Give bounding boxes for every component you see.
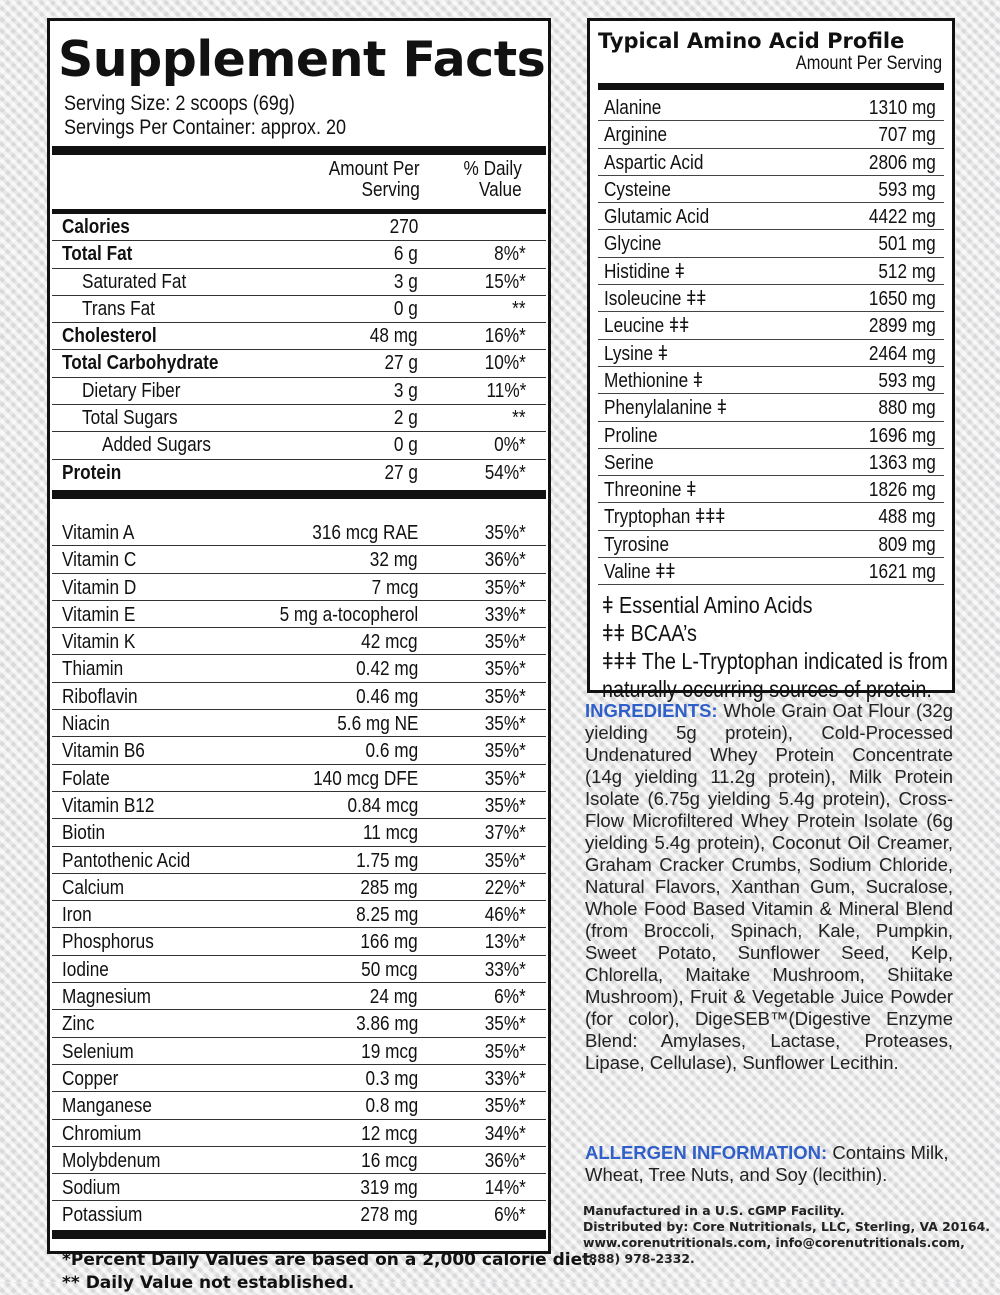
amount-header-line1: Amount Per	[329, 158, 420, 180]
nutrient-amount: 319 mg	[360, 1177, 418, 1200]
amino-row	[598, 531, 944, 558]
dv-header-line2: Value	[479, 179, 522, 201]
macro-row	[52, 295, 546, 322]
macro-row	[52, 404, 546, 431]
nutrient-name: Chromium	[62, 1122, 142, 1145]
nutrient-name: Niacin	[62, 713, 110, 736]
manufacturer-line: www.corenutritionals.com, info@corenutritionals.com,	[583, 1235, 965, 1250]
amino-name: Histidine ǂ	[604, 260, 685, 283]
nutrient-name: Molybdenum	[62, 1149, 161, 1172]
nutrient-daily-value: 36%*	[484, 1149, 526, 1172]
nutrient-amount: 16 mcg	[361, 1149, 418, 1172]
nutrient-amount: 3 g	[394, 270, 418, 293]
nutrient-amount: 6 g	[394, 243, 418, 266]
nutrient-daily-value: 35%*	[484, 713, 526, 736]
divider-thick	[52, 1230, 546, 1239]
allergen-label: ALLERGEN INFORMATION:	[585, 1142, 828, 1163]
macro-row	[52, 240, 546, 267]
nutrient-name: Added Sugars	[102, 434, 212, 457]
vitamin-row	[52, 1146, 546, 1173]
nutrient-daily-value: 13%*	[484, 931, 526, 954]
nutrient-amount: 0 g	[394, 434, 418, 457]
nutrient-name: Potassium	[62, 1204, 143, 1227]
nutrient-name: Manganese	[62, 1095, 152, 1118]
nutrient-daily-value: 0%*	[494, 434, 526, 457]
amino-row	[598, 121, 944, 148]
nutrient-daily-value: 35%*	[484, 1013, 526, 1036]
nutrient-amount: 48 mg	[370, 325, 418, 348]
nutrient-name: Magnesium	[62, 986, 151, 1009]
nutrient-amount: 2 g	[394, 407, 418, 430]
vitamin-row	[52, 654, 546, 681]
amino-row	[598, 503, 944, 530]
nutrient-amount: 42 mcg	[361, 631, 418, 654]
nutrient-name: Vitamin D	[62, 576, 137, 599]
nutrient-daily-value: 33%*	[484, 603, 526, 626]
vitamin-row	[52, 900, 546, 927]
amino-name: Serine	[604, 451, 654, 474]
nutrient-daily-value: 34%*	[484, 1122, 526, 1145]
nutrient-amount: 19 mcg	[361, 1040, 418, 1063]
amino-name: Cysteine	[604, 178, 671, 201]
amino-value: 809 mg	[878, 533, 936, 556]
nutrient-amount: 27 g	[384, 352, 418, 375]
nutrient-daily-value: 35%*	[484, 521, 526, 544]
nutrient-daily-value: 16%*	[484, 325, 526, 348]
manufacturer-line: Distributed by: Core Nutritionals, LLC, Sterling, VA 20164.	[583, 1219, 990, 1234]
amino-value: 512 mg	[878, 260, 936, 283]
amino-row	[598, 476, 944, 503]
nutrient-daily-value: 11%*	[486, 379, 526, 402]
amount-header-line2: Serving	[361, 179, 420, 201]
nutrient-name: Thiamin	[62, 658, 124, 681]
ingredients-text: Whole Grain Oat Flour (32g yielding 5g protein), Cold-Processed Undenatured Whey Protein Concentrate (14g yielding 11.2g protein), Milk Protein Isolate (6.75g yielding 5.4g protein), Cross-Flow Microfiltered Whey Protein Isolate (6g yielding 5.4g protein), Coconut Oil Creamer, Graham Cracker Crumbs, Sodium Chloride, Natural Flavors, Xanthan Gum, Sucralose, Whole Food Based Vitamin & Mineral Blend (from Broccoli, Spinach, Kale, Pumpkin, Sweet Potato, Sunflower Seed, Kelp, Chlorella, Maitake Mushroom, Shiitake Mushroom), Fruit & Vegetable Juice Powder (for color), DigeSEB™(Digestive Enzyme Blend: Amylases, Lactase, Proteases, Lipase, Cellulase), Sunflower Lecithin.	[585, 700, 953, 1073]
vitamin-row	[52, 519, 546, 545]
amino-name: Valine ǂǂ	[604, 561, 676, 584]
nutrient-name: Biotin	[62, 822, 106, 845]
amino-name: Threonine ǂ	[604, 479, 697, 502]
nutrient-name: Cholesterol	[62, 325, 157, 348]
vitamin-row	[52, 736, 546, 763]
nutrient-name: Phosphorus	[62, 931, 154, 954]
amino-title: Typical Amino Acid Profile	[598, 29, 905, 53]
amino-name: Tryptophan ǂǂǂ	[604, 506, 726, 529]
vitamin-row	[52, 1091, 546, 1118]
amino-acid-panel	[587, 18, 955, 703]
nutrient-amount: 5 mg a-tocopherol	[279, 603, 418, 626]
amino-value: 1621 mg	[869, 561, 936, 584]
vitamin-row	[52, 846, 546, 873]
amino-value: 501 mg	[878, 233, 936, 256]
nutrient-name: Calories	[62, 216, 130, 238]
vitamin-row	[52, 1173, 546, 1200]
amino-value: 593 mg	[878, 369, 936, 392]
nutrient-name: Trans Fat	[82, 297, 155, 320]
footnote-not-established: ** Daily Value not established.	[62, 1272, 355, 1293]
vitamin-row	[52, 682, 546, 709]
nutrient-name: Vitamin B6	[62, 740, 145, 763]
servings-per-container: Servings Per Container: approx. 20	[64, 116, 347, 139]
amino-legend-line: ǂ Essential Amino Acids	[602, 592, 813, 619]
supplement-facts-title: Supplement Facts	[58, 31, 546, 88]
amino-row	[598, 258, 944, 285]
vitamin-row	[52, 982, 546, 1009]
vitamin-row	[52, 1064, 546, 1091]
manufacturer-line: Manufactured in a U.S. cGMP Facility.	[583, 1203, 845, 1218]
nutrient-amount: 278 mg	[360, 1204, 418, 1227]
nutrient-amount: 5.6 mg NE	[336, 713, 418, 736]
amino-row	[598, 449, 944, 476]
nutrient-daily-value: 35%*	[484, 576, 526, 599]
nutrient-name: Pantothenic Acid	[62, 849, 191, 872]
nutrient-name: Sodium	[62, 1177, 121, 1200]
amino-value: 880 mg	[878, 397, 936, 420]
amino-name: Leucine ǂǂ	[604, 315, 690, 338]
nutrient-daily-value: 37%*	[484, 822, 526, 845]
nutrient-amount: 1.75 mg	[355, 849, 418, 872]
macro-table	[52, 214, 546, 486]
nutrient-daily-value: **	[512, 297, 526, 320]
vitamin-row	[52, 1009, 546, 1036]
nutrient-daily-value: 35%*	[484, 631, 526, 654]
amino-value: 2806 mg	[869, 151, 936, 174]
amino-row	[598, 422, 944, 449]
amino-value: 1363 mg	[869, 451, 936, 474]
amino-row	[598, 203, 944, 230]
amino-legend-line: ǂǂ BCAA’s	[602, 620, 697, 647]
nutrient-name: Vitamin C	[62, 549, 137, 572]
allergen-text: Contains Milk, Wheat, Tree Nuts, and Soy (lecithin).	[585, 1142, 949, 1185]
macro-row	[52, 377, 546, 404]
amino-row	[598, 558, 944, 585]
nutrient-daily-value: 54%*	[484, 461, 526, 484]
serving-size: Serving Size: 2 scoops (69g)	[64, 92, 295, 115]
amino-value: 1310 mg	[869, 97, 936, 119]
amino-legend-line: ǂǂǂ The L-Tryptophan indicated is from	[602, 648, 948, 675]
nutrient-daily-value: 10%*	[484, 352, 526, 375]
nutrient-amount: 0.3 mg	[365, 1067, 418, 1090]
nutrient-name: Vitamin E	[62, 603, 136, 626]
nutrient-daily-value: 15%*	[484, 270, 526, 293]
nutrient-amount: 32 mg	[370, 549, 418, 572]
divider-thick	[52, 490, 546, 499]
vitamin-row	[52, 955, 546, 982]
nutrient-name: Iron	[62, 904, 92, 927]
nutrient-amount: 0.8 mg	[365, 1095, 418, 1118]
manufacturer-info	[583, 1203, 990, 1267]
nutrient-name: Calcium	[62, 876, 125, 899]
vitamin-row	[52, 873, 546, 900]
nutrient-amount: 50 mcg	[361, 958, 418, 981]
amino-name: Methionine ǂ	[604, 369, 703, 392]
amino-row	[598, 367, 944, 394]
vitamin-row	[52, 545, 546, 572]
manufacturer-line: (888) 978-2332.	[583, 1251, 695, 1266]
amino-name: Phenylalanine ǂ	[604, 397, 727, 420]
amino-value: 488 mg	[878, 506, 936, 529]
nutrient-daily-value: 35%*	[484, 794, 526, 817]
nutrient-daily-value: 6%*	[494, 1204, 526, 1227]
nutrient-amount: 3 g	[394, 379, 418, 402]
amino-subtitle: Amount Per Serving	[795, 53, 942, 74]
amino-table	[598, 94, 944, 585]
supplement-facts-panel	[47, 18, 597, 1293]
nutrient-daily-value: 35%*	[484, 849, 526, 872]
amino-name: Glutamic Acid	[604, 206, 710, 229]
amino-value: 1826 mg	[869, 479, 936, 502]
amino-row	[598, 230, 944, 257]
vitamin-row	[52, 1119, 546, 1146]
nutrient-daily-value: 46%*	[484, 904, 526, 927]
vitamin-row	[52, 709, 546, 736]
nutrient-name: Saturated Fat	[82, 270, 187, 293]
nutrient-amount: 8.25 mg	[355, 904, 418, 927]
amino-name: Alanine	[604, 97, 662, 119]
nutrient-amount: 11 mcg	[362, 822, 418, 845]
nutrient-daily-value: 35%*	[484, 658, 526, 681]
amino-value: 4422 mg	[869, 206, 936, 229]
ingredients-label: INGREDIENTS:	[585, 700, 718, 721]
amino-value: 707 mg	[878, 124, 936, 147]
nutrient-amount: 140 mcg DFE	[312, 767, 418, 790]
amino-row	[598, 340, 944, 367]
nutrient-amount: 0.46 mg	[355, 685, 418, 708]
amino-value: 1650 mg	[869, 288, 936, 311]
nutrient-name: Vitamin B12	[62, 794, 155, 817]
macro-row	[52, 214, 546, 240]
vitamin-row	[52, 573, 546, 600]
amino-name: Tyrosine	[604, 533, 670, 556]
nutrient-daily-value: 33%*	[484, 958, 526, 981]
vitamin-row	[52, 764, 546, 791]
macro-row	[52, 459, 546, 486]
allergen-block	[585, 1142, 957, 1186]
macro-row	[52, 349, 546, 376]
footnote-daily-values: *Percent Daily Values are based on a 2,000 calorie diet.	[62, 1249, 597, 1270]
nutrient-name: Zinc	[62, 1013, 95, 1036]
amino-row	[598, 149, 944, 176]
ingredients-block	[585, 700, 953, 1074]
nutrient-amount: 24 mg	[370, 986, 418, 1009]
nutrient-amount: 0.6 mg	[365, 740, 418, 763]
nutrient-name: Dietary Fiber	[82, 379, 181, 402]
nutrient-amount: 0.84 mcg	[347, 794, 418, 817]
amino-row	[598, 285, 944, 312]
vitamin-row	[52, 791, 546, 818]
nutrient-amount: 285 mg	[360, 876, 418, 899]
column-header	[52, 155, 546, 207]
nutrient-daily-value: **	[512, 407, 526, 430]
nutrient-name: Total Sugars	[82, 407, 178, 430]
nutrient-daily-value: 35%*	[484, 685, 526, 708]
nutrient-daily-value: 33%*	[484, 1067, 526, 1090]
macro-row	[52, 431, 546, 458]
nutrient-name: Total Fat	[62, 243, 133, 266]
amino-name: Lysine ǂ	[604, 342, 668, 365]
amino-row	[598, 176, 944, 203]
divider-thick	[52, 146, 546, 155]
nutrient-daily-value: 6%*	[494, 986, 526, 1009]
vitamin-row	[52, 1037, 546, 1064]
nutrient-name: Selenium	[62, 1040, 134, 1063]
amino-value: 2464 mg	[869, 342, 936, 365]
nutrient-name: Iodine	[62, 958, 109, 981]
nutrient-amount: 3.86 mg	[355, 1013, 418, 1036]
nutrient-amount: 270	[389, 216, 418, 238]
nutrient-daily-value: 35%*	[484, 1095, 526, 1118]
vitamin-row	[52, 1200, 546, 1227]
amino-value: 1696 mg	[869, 424, 936, 447]
amino-value: 593 mg	[878, 178, 936, 201]
amino-name: Arginine	[604, 124, 668, 147]
vitamin-row	[52, 818, 546, 845]
amino-legend	[602, 591, 952, 703]
nutrient-name: Total Carbohydrate	[62, 352, 219, 375]
nutrient-daily-value: 35%*	[484, 740, 526, 763]
amino-name: Glycine	[604, 233, 662, 256]
macro-row	[52, 322, 546, 349]
amino-name: Proline	[604, 424, 658, 447]
nutrient-name: Vitamin A	[62, 521, 135, 544]
nutrient-daily-value: 14%*	[484, 1177, 526, 1200]
nutrient-name: Vitamin K	[62, 631, 136, 654]
amino-name: Isoleucine ǂǂ	[604, 288, 707, 311]
nutrient-amount: 0.42 mg	[355, 658, 418, 681]
amino-legend-line: naturally occurring sources of protein.	[602, 676, 932, 703]
nutrient-amount: 0 g	[394, 297, 418, 320]
nutrient-name: Protein	[62, 461, 122, 484]
nutrient-amount: 27 g	[384, 461, 418, 484]
vitamin-table	[52, 519, 546, 1228]
nutrient-name: Riboflavin	[62, 685, 138, 708]
nutrient-name: Copper	[62, 1067, 119, 1090]
nutrient-daily-value: 22%*	[484, 876, 526, 899]
dv-header-line1: % Daily	[463, 158, 522, 180]
macro-row	[52, 268, 546, 295]
amino-row	[598, 94, 944, 121]
amino-row	[598, 394, 944, 421]
amino-row	[598, 312, 944, 339]
nutrient-amount: 7 mcg	[371, 576, 418, 599]
vitamin-row	[52, 600, 546, 627]
divider-thick	[598, 83, 944, 90]
nutrient-daily-value: 36%*	[484, 549, 526, 572]
nutrient-amount: 316 mcg RAE	[311, 521, 418, 544]
nutrient-amount: 12 mcg	[361, 1122, 418, 1145]
vitamin-row	[52, 927, 546, 954]
amino-name: Aspartic Acid	[604, 151, 704, 174]
amino-value: 2899 mg	[869, 315, 936, 338]
nutrient-name: Folate	[62, 767, 110, 790]
nutrient-daily-value: 35%*	[484, 767, 526, 790]
vitamin-row	[52, 627, 546, 654]
nutrient-daily-value: 35%*	[484, 1040, 526, 1063]
nutrient-daily-value: 8%*	[494, 243, 526, 266]
nutrient-amount: 166 mg	[360, 931, 418, 954]
